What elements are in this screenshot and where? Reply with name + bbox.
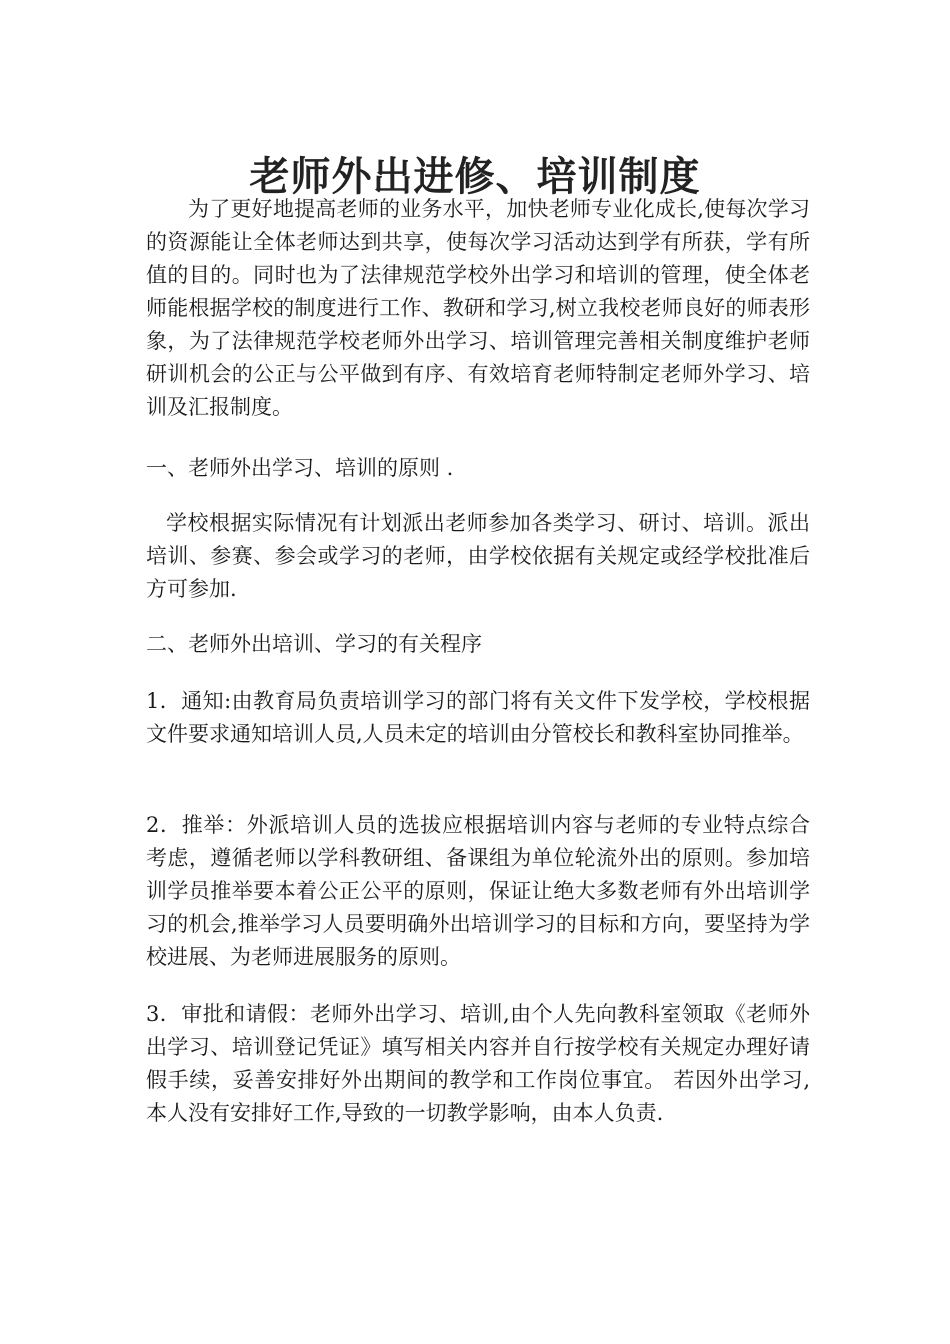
intro-paragraph: 为了更好地提高老师的业务水平，加快老师专业化成长,使每次学习的资源能让全体老师达到共享，使每次学习活动达到学有所获，学有所值的目的。同时也为了法律规范学校外出学习和培训的管理，使全体老师能根据学校的制度进行工作、教研和学习,树立我校老师良好的师表形象，为了法律规范学校老师外出学习、培训管理完善相关制度维护老师研训机会的公正与公平做到有序、有效培育老师特制定老师外学习、培训及汇报制度。 <box>146 197 810 419</box>
document-title: 老师外出进修、培训制度 <box>249 153 701 200</box>
section2-heading: 二、老师外出培训、学习的有关程序 <box>146 632 482 656</box>
step3-paragraph: 3．审批和请假：老师外出学习、培训,由个人先向教科室领取《老师外出学习、培训登记凭证》填写相关内容并自行按学校有关规定办理好请假手续，妥善安排好外出期间的教学和工作岗位事宜。 若因外出学习,本人没有安排好工作,导致的一切教学影响，由本人负责. <box>146 1002 810 1125</box>
section1-heading: 一、老师外出学习、培训的原则 . <box>146 456 454 480</box>
section1-body: 学校根据实际情况有计划派出老师参加各类学习、研讨、培训。派出培训、参赛、参会或学习的老师，由学校依据有关规定或经学校批准后方可参加. <box>146 511 810 601</box>
step2-paragraph: 2．推举：外派培训人员的选拔应根据培训内容与老师的专业特点综合考虑，遵循老师以学科教研组、备课组为单位轮流外出的原则。参加培训学员推举要本着公正公平的原则，保证让绝大多数老师有外出培训学习的机会,推举学习人员要明确外出培训学习的目标和方向，要坚持为学校进展、为老师进展服务的原则。 <box>146 813 810 969</box>
step1-paragraph: 1．通知:由教育局负责培训学习的部门将有关文件下发学校，学校根据文件要求通知培训人员,人员未定的培训由分管校长和教科室协同推举。 <box>146 689 810 746</box>
